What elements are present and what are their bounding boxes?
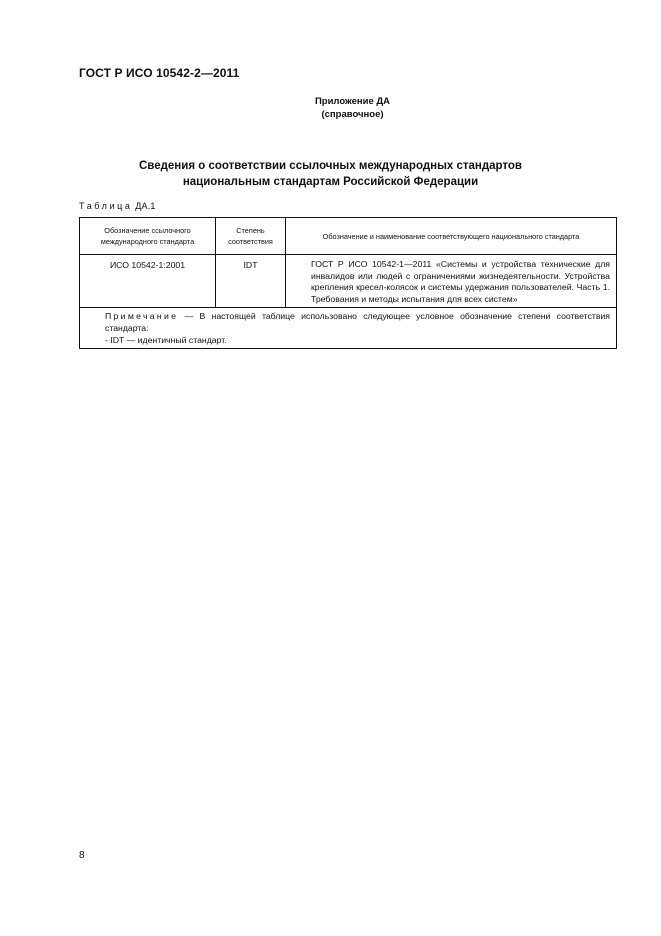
section-title (0, 158, 661, 190)
cell-ref-standard: ИСО 10542-1:2001 (80, 255, 216, 308)
table-note (80, 308, 617, 349)
standards-correspondence-table (79, 217, 617, 349)
section-title-line-2: национальным стандартам Российской Федерации (182, 176, 479, 188)
appendix-type: (справочное) (321, 109, 384, 120)
note-body: — В настоящей таблице использовано следующее условное обозначение степени соответствия стандарта: (105, 311, 610, 333)
table-caption (79, 201, 156, 211)
national-standard-text: ГОСТ Р ИСО 10542-1—2011 «Системы и устройства технические для инвалидов или людей с ограничениями жизнедеятельности. Устройства крепления кресел-колясок и системы удержания пользователей. Часть 1. Требования и методы испытания для всех систем» (311, 259, 610, 304)
note-item: - IDT — идентичный стандарт. (105, 334, 227, 345)
note-text (85, 311, 610, 334)
section-title-line-1: Сведения о соответствии ссылочных международных стандартов (138, 160, 522, 172)
header-degree: Степень соответствия (216, 218, 286, 255)
header-ref-standard: Обозначение ссылочного международного стандарта (80, 218, 216, 255)
table-note-row (80, 308, 617, 349)
table-caption-number: ДА.1 (135, 201, 156, 211)
table-header-row (80, 218, 617, 255)
table-caption-word: Таблица (79, 201, 133, 211)
appendix-heading (0, 95, 661, 121)
document-code-header: ГОСТ Р ИСО 10542-2—2011 (79, 66, 240, 80)
note-label: Примечание (105, 311, 179, 322)
cell-national-standard (286, 255, 617, 308)
header-national-standard: Обозначение и наименование соответствующего национального стандарта (286, 218, 617, 255)
appendix-label: Приложение ДА (314, 96, 391, 107)
cell-degree: IDT (216, 255, 286, 308)
table-row (80, 255, 617, 308)
page-number: 8 (79, 850, 85, 861)
